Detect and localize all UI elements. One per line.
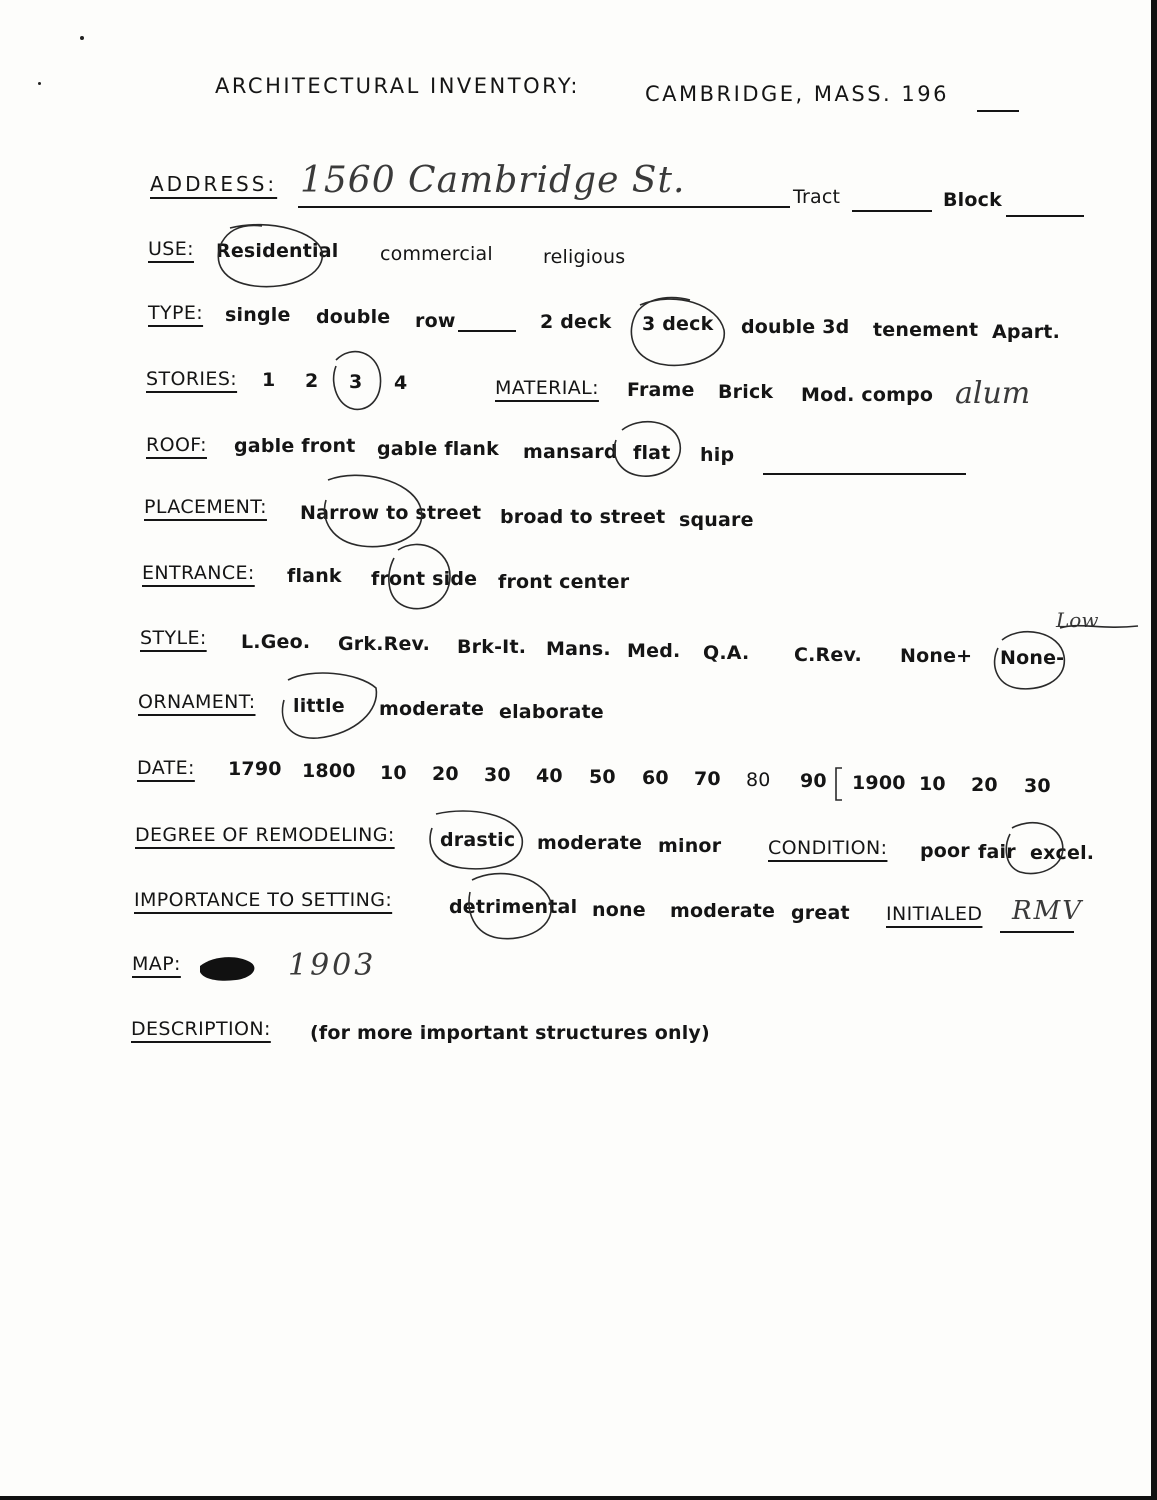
style-option-c-rev[interactable]: C.Rev. <box>794 644 862 666</box>
type-option-2-deck[interactable]: 2 deck <box>540 311 612 333</box>
roof-option-flat[interactable]: flat <box>633 442 671 464</box>
date-option-1920[interactable]: 20 <box>971 774 998 796</box>
page-edge-bottom <box>0 1496 1157 1500</box>
map-handwritten: 1903 <box>288 948 377 983</box>
condition-option-poor[interactable]: poor <box>920 840 970 862</box>
roof-other-blank[interactable] <box>763 473 966 475</box>
placement-option-narrow[interactable]: Narrow to street <box>300 502 482 524</box>
entrance-label: ENTRANCE: <box>142 562 255 584</box>
remodeling-option-drastic[interactable]: drastic <box>440 829 516 851</box>
initialed-handwritten: RMV <box>1012 896 1083 926</box>
roof-option-gable-front[interactable]: gable front <box>234 435 356 457</box>
importance-option-moderate[interactable]: moderate <box>670 900 776 922</box>
remodeling-label: DEGREE OF REMODELING: <box>135 824 395 846</box>
style-option-grk-rev[interactable]: Grk.Rev. <box>338 633 430 655</box>
address-handwritten: 1560 Cambridge St. <box>300 160 686 201</box>
stories-option-4[interactable]: 4 <box>394 372 408 394</box>
page-edge-right <box>1151 0 1157 1500</box>
type-option-3-deck[interactable]: 3 deck <box>642 313 714 335</box>
use-label: USE: <box>148 238 194 260</box>
tract-blank[interactable] <box>852 210 932 212</box>
roof-option-mansard[interactable]: mansard <box>523 441 618 463</box>
type-option-single[interactable]: single <box>225 304 291 326</box>
block-blank[interactable] <box>1006 215 1084 217</box>
type-option-apart[interactable]: Apart. <box>992 321 1060 343</box>
roof-option-hip[interactable]: hip <box>700 444 735 466</box>
date-option-30[interactable]: 30 <box>484 764 511 786</box>
style-label: STYLE: <box>140 627 207 649</box>
use-option-commercial[interactable]: commercial <box>380 243 493 265</box>
type-option-double[interactable]: double <box>316 306 391 328</box>
date-option-80[interactable]: 80 <box>746 769 771 791</box>
date-option-70[interactable]: 70 <box>694 768 721 790</box>
date-option-90[interactable]: 90 <box>800 770 827 792</box>
style-option-none-plus[interactable]: None+ <box>900 645 973 667</box>
type-option-tenement[interactable]: tenement <box>873 319 979 341</box>
condition-option-fair[interactable]: fair <box>978 841 1016 863</box>
importance-option-detrimental[interactable]: detrimental <box>449 896 578 918</box>
material-handwritten: alum <box>955 376 1031 411</box>
row-blank[interactable] <box>458 330 516 332</box>
style-option-brk-it[interactable]: Brk-It. <box>457 636 527 658</box>
material-option-brick[interactable]: Brick <box>718 381 774 403</box>
style-option-qa[interactable]: Q.A. <box>703 642 750 664</box>
ornament-option-elaborate[interactable]: elaborate <box>499 701 604 723</box>
year-blank[interactable] <box>977 110 1019 112</box>
date-option-1790[interactable]: 1790 <box>228 758 282 780</box>
type-option-double-3d[interactable]: double 3d <box>741 316 850 338</box>
initialed-blank[interactable] <box>1000 931 1074 933</box>
importance-label: IMPORTANCE TO SETTING: <box>134 889 393 911</box>
style-option-mans[interactable]: Mans. <box>546 638 611 660</box>
address-blank[interactable] <box>298 206 790 208</box>
roof-option-gable-flank[interactable]: gable flank <box>377 438 499 460</box>
stories-option-1[interactable]: 1 <box>262 369 276 391</box>
style-option-none-minus[interactable]: None- <box>1000 647 1065 669</box>
address-label: ADDRESS: <box>150 172 278 196</box>
date-option-60[interactable]: 60 <box>642 767 669 789</box>
use-option-religious[interactable]: religious <box>543 246 626 268</box>
roof-label: ROOF: <box>146 434 207 456</box>
form-title: ARCHITECTURAL INVENTORY: <box>215 74 580 98</box>
date-option-40[interactable]: 40 <box>536 765 563 787</box>
stories-option-2[interactable]: 2 <box>305 370 319 392</box>
type-option-row[interactable]: row <box>415 310 456 332</box>
remodeling-option-minor[interactable]: minor <box>658 835 722 857</box>
date-option-1900[interactable]: 1900 <box>852 772 906 794</box>
description-label: DESCRIPTION: <box>131 1018 271 1040</box>
material-option-frame[interactable]: Frame <box>627 379 695 401</box>
date-label: DATE: <box>137 757 195 779</box>
material-label: MATERIAL: <box>495 377 599 399</box>
date-option-1910[interactable]: 10 <box>919 773 946 795</box>
initialed-label: INITIALED <box>886 903 983 925</box>
form-place: CAMBRIDGE, MASS. 196 <box>645 82 949 106</box>
entrance-option-front-center[interactable]: front center <box>498 571 630 593</box>
placement-option-square[interactable]: square <box>679 509 754 531</box>
remodeling-option-moderate[interactable]: moderate <box>537 832 643 854</box>
description-note: (for more important structures only) <box>310 1022 710 1044</box>
map-blot <box>200 957 254 981</box>
scan-speck <box>80 36 84 40</box>
stories-option-3[interactable]: 3 <box>349 371 363 393</box>
type-label: TYPE: <box>148 302 204 324</box>
placement-label: PLACEMENT: <box>144 496 267 518</box>
scan-speck <box>38 82 41 85</box>
condition-label: CONDITION: <box>768 837 888 859</box>
style-handwritten: Low <box>1056 608 1099 632</box>
importance-option-none[interactable]: none <box>592 899 646 921</box>
style-option-med[interactable]: Med. <box>627 640 681 662</box>
date-option-10[interactable]: 10 <box>380 762 407 784</box>
material-option-mod-compo[interactable]: Mod. compo <box>801 384 934 406</box>
ornament-option-little[interactable]: little <box>293 695 345 717</box>
stories-label: STORIES: <box>146 368 238 390</box>
date-option-1930[interactable]: 30 <box>1024 775 1051 797</box>
date-option-50[interactable]: 50 <box>589 766 616 788</box>
use-option-residential[interactable]: Residential <box>216 240 339 262</box>
ornament-label: ORNAMENT: <box>138 691 256 713</box>
date-option-20[interactable]: 20 <box>432 763 459 785</box>
date-bracket <box>836 768 842 800</box>
importance-option-great[interactable]: great <box>791 902 850 924</box>
style-option-l-geo[interactable]: L.Geo. <box>241 631 311 653</box>
entrance-option-front-side[interactable]: front side <box>371 568 478 590</box>
ornament-option-moderate[interactable]: moderate <box>379 698 485 720</box>
map-label: MAP: <box>132 953 181 975</box>
tract-label: Tract <box>793 186 841 208</box>
date-option-1800[interactable]: 1800 <box>302 760 356 782</box>
placement-option-broad[interactable]: broad to street <box>500 506 666 528</box>
block-label: Block <box>943 189 1002 211</box>
condition-option-excel[interactable]: excel. <box>1030 842 1095 864</box>
entrance-option-flank[interactable]: flank <box>287 565 342 587</box>
